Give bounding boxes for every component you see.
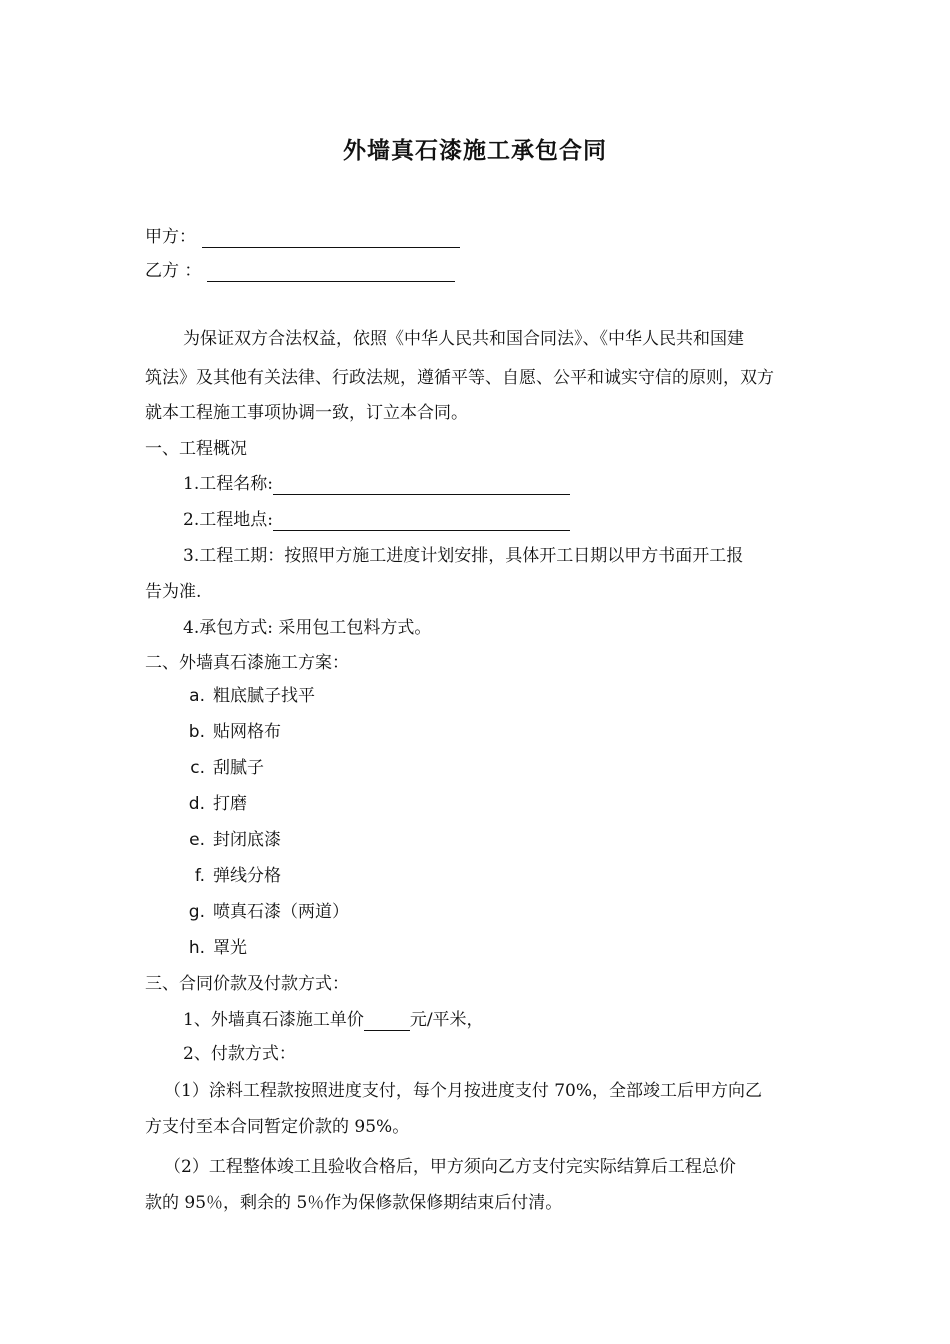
project-period-line-1: 3.工程工期：按照甲方施工进度计划安排，具体开工日期以甲方书面开工报: [183, 546, 744, 566]
plan-item: [183, 757, 264, 779]
plan-item: [183, 721, 281, 743]
project-location-line: [183, 509, 570, 531]
project-location-label: 2.工程地点:: [183, 510, 273, 530]
section-3-heading: 三、合同价款及付款方式：: [145, 974, 349, 994]
project-name-label: 1.工程名称:: [183, 474, 273, 494]
plan-item-marker: g.: [188, 902, 205, 922]
plan-item-marker: b.: [188, 722, 205, 742]
unit-price-suffix: 元/平米，: [409, 1010, 484, 1030]
plan-item: [183, 685, 315, 707]
section-2-heading: 二、外墙真石漆施工方案：: [145, 653, 349, 673]
plan-item: [183, 865, 281, 887]
plan-item: [183, 829, 281, 851]
section-1-heading: 一、工程概况: [145, 439, 247, 459]
preamble-line-1: 为保证双方合法权益，依照《中华人民共和国合同法》、《中华人民共和国建: [183, 329, 744, 349]
party-b-line: [145, 260, 455, 282]
plan-item: [183, 901, 349, 923]
unit-price-prefix: 1、外墙真石漆施工单价: [183, 1010, 364, 1030]
unit-price-blank[interactable]: [364, 1012, 410, 1031]
project-name-blank[interactable]: [273, 476, 570, 495]
plan-item-text: 刮腻子: [213, 758, 264, 778]
plan-item-text: 贴网格布: [213, 722, 281, 742]
payment-clause-2-line-1: （2）工程整体竣工且验收合格后，甲方须向乙方支付完实际结算后工程总价: [164, 1157, 736, 1177]
unit-price-line: [183, 1009, 484, 1031]
party-a-label: 甲方：: [145, 227, 196, 247]
plan-item-marker: c.: [190, 758, 205, 778]
plan-item-text: 打磨: [213, 794, 247, 814]
preamble-line-3: 就本工程施工事项协调一致，订立本合同。: [145, 403, 468, 423]
contract-mode-line: 4.承包方式: 采用包工包料方式。: [183, 618, 432, 638]
party-b-label: 乙方 ：: [145, 261, 202, 281]
document-title: 外墙真石漆施工承包合同: [343, 138, 607, 164]
party-a-line: [145, 226, 460, 248]
plan-item-text: 罩光: [213, 938, 247, 958]
project-period-line-2: 告为准.: [145, 582, 202, 602]
payment-clause-2-line-2: 款的 95％，剩余的 5％作为保修款保修期结束后付清。: [145, 1193, 563, 1213]
plan-item-marker: f.: [194, 866, 205, 886]
plan-item-text: 粗底腻子找平: [213, 686, 315, 706]
plan-item-marker: h.: [188, 938, 205, 958]
payment-clause-1-line-1: （1）涂料工程款按照进度支付，每个月按进度支付 70%，全部竣工后甲方向乙: [164, 1081, 763, 1101]
plan-item-text: 封闭底漆: [213, 830, 281, 850]
plan-item-text: 弹线分格: [213, 866, 281, 886]
payment-clause-1-line-2: 方支付至本合同暂定价款的 95%。: [145, 1117, 410, 1137]
plan-item-text: 喷真石漆（两道）: [213, 902, 349, 922]
plan-item-marker: d.: [188, 794, 205, 814]
payment-method-label: 2、付款方式：: [183, 1044, 296, 1064]
project-location-blank[interactable]: [273, 512, 570, 531]
plan-item: [183, 937, 247, 959]
plan-item: [183, 793, 247, 815]
project-name-line: [183, 473, 570, 495]
preamble-line-2: 筑法》及其他有关法律、行政法规，遵循平等、自愿、公平和诚实守信的原则，双方: [145, 368, 774, 388]
plan-item-marker: a.: [189, 686, 205, 706]
party-a-blank[interactable]: [202, 229, 460, 248]
plan-item-marker: e.: [189, 830, 205, 850]
party-b-blank[interactable]: [207, 263, 455, 282]
